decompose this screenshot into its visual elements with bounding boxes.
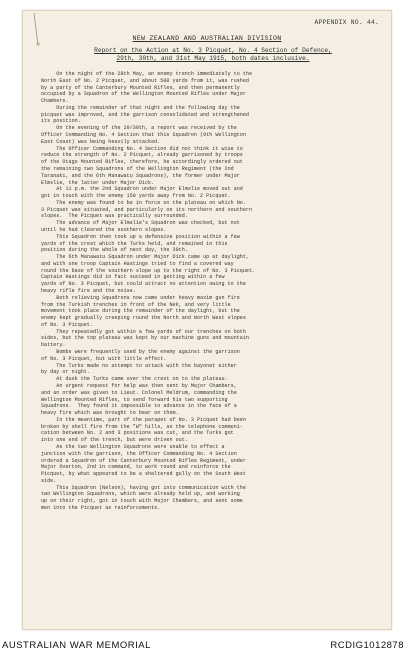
report-line: During the remainder of that night and the following day the bbox=[41, 104, 240, 111]
report-line: until he had cleared the southern slopes. bbox=[41, 226, 167, 233]
report-line: North East of No. 2 Picquet, and about 500 yards from it, was rushed bbox=[41, 77, 249, 84]
report-line: enemy kept gradually creeping round the North and North West slopes bbox=[41, 315, 246, 322]
report-line: Picquet, by what appeared to be a sheltered gully on the South West bbox=[41, 471, 246, 478]
report-line: heavy rifle fire and the noise. bbox=[41, 288, 136, 294]
report-line: 3 Picquet was situated, and particularly on its northern and southern bbox=[41, 206, 253, 213]
report-line: of the Otago Mounted Rifles, therefore, he accordingly ordered out bbox=[41, 159, 243, 166]
report-line: Chambers. bbox=[41, 98, 69, 105]
report-line: On the night of the 28th May, an enemy trench immediately to the bbox=[41, 71, 253, 77]
report-body bbox=[41, 71, 381, 623]
report-line: At dusk the Turks came over the crest on to the plateau. bbox=[41, 376, 228, 383]
report-line: the remaining two Squadrons of the Wellington Regiment (the 2nd bbox=[41, 165, 234, 172]
report-line: Squadrons. They found it impossible to advance in the face of a bbox=[41, 403, 237, 410]
report-line: Wellington Mounted Rifles, to send forward his two supporting bbox=[41, 396, 228, 403]
footer bbox=[0, 638, 408, 654]
report-line: and with one troop Captain Hastings tried to find a covered way bbox=[41, 260, 234, 267]
report-line: Captain Hastings did in fact succeed in getting within a few bbox=[41, 274, 225, 281]
report-line: yards of No. 3 Picquet, but could attract no attention owing to the bbox=[41, 281, 246, 288]
appendix-number: APPENDIX NO. 44. bbox=[314, 19, 379, 26]
report-line: At 11 p.m. the 2nd Squadron under Major Elmslie moved out and bbox=[41, 186, 243, 193]
report-line: its position. bbox=[41, 118, 81, 125]
report-line: Bombs were frequently used by the enemy against the garrison bbox=[41, 349, 240, 356]
subtitle-line-2: 29th, 30th, and 31st May 1915, both dates inclusive. bbox=[116, 55, 310, 62]
report-line: got in touch with the enemy 150 yards away from No. 2 Picquet. bbox=[41, 193, 231, 200]
report-line: Officer Commanding No. 4 Section that this Squadron (9th Wellington bbox=[41, 132, 246, 139]
report-line: of No. 3 Picquet. bbox=[41, 321, 93, 328]
report-line: side. bbox=[41, 477, 57, 484]
report-line: East Coast) was being heavily attacked. bbox=[41, 138, 161, 145]
report-line: reduce the strength of No. 2 Picquet, already garrisoned by troops bbox=[41, 152, 243, 159]
report-line: heavy fire which was brought to bear on them. bbox=[41, 410, 179, 417]
report-line: An urgent request for help was then sent by Major Chambers, bbox=[41, 382, 237, 389]
report-line: This Squadron (Nelson), having got into communication with the bbox=[41, 484, 246, 491]
report-line: Elmslie, the latter under Major Dick. bbox=[41, 179, 155, 186]
report-line: ordered a Squadron of the Canterbury Mounted Rifles Regiment, under bbox=[41, 457, 246, 464]
report-line: movement took place during the remainder of the daylight, but the bbox=[41, 308, 240, 315]
report-line: picquet was improved, and the garrison consolidated and strengthened bbox=[41, 111, 249, 118]
report-line: battery. bbox=[41, 342, 66, 349]
report-line: by day or night. bbox=[41, 369, 90, 376]
report-line: cation between No. 2 and 3 positions was cut, and the Turks got bbox=[41, 430, 234, 437]
report-line: yards of the crest which the Turks held, and remained in this bbox=[41, 240, 228, 247]
footer-credit: AUSTRALIAN WAR MEMORIAL bbox=[2, 640, 151, 651]
report-line: junction with the garrison, the Officer Commanding No. 4 Section bbox=[41, 450, 237, 457]
report-line: The advance of Major Elmslie's Squadron was checked, but not bbox=[41, 220, 240, 227]
report-line: up on their right, got in touch with Major Chambers, and sent some bbox=[41, 498, 243, 505]
report-line: This Squadron then took up a defensive position within a few bbox=[41, 233, 240, 240]
report-line: from the Turkish trenches in front of the Nek, and very little bbox=[41, 301, 231, 308]
report-line: The enemy was found to be in force on the plateau on which No. bbox=[41, 199, 246, 206]
report-line: The Officer Commanding No. 4 Section did not think it wise to bbox=[41, 145, 243, 152]
report-line: occupied by a Squadron of the Wellington Mounted Rifles under Major bbox=[41, 91, 246, 98]
subtitle-line-1: Report on the Action at No. 3 Picquet, No. 4 Section of Defence, bbox=[94, 47, 332, 54]
report-line: sides, but the top plateau was kept by our machine guns and mountain bbox=[41, 335, 249, 342]
report-line: On the evening of the 29/30th, a report was received by the bbox=[41, 125, 237, 132]
report-line: by a party of the Canterbury Mounted Rifles, and then permanently bbox=[41, 84, 240, 91]
report-line: The 6th Manawatu Squadron under Major Dick came up at daylight, bbox=[41, 254, 249, 261]
report-line: of No. 3 Picquet, but with little effect. bbox=[41, 355, 167, 362]
report-line: into one end of the trench, but were driven out. bbox=[41, 437, 188, 444]
report-line: They repeatedly got within a few yards of our trenches on both bbox=[41, 328, 246, 335]
report-line: In the meantime, part of the parapet of No. 3 Picquet had been bbox=[41, 416, 246, 423]
report-line: Major Overton, 2nd in command, to work round and reinforce the bbox=[41, 464, 231, 471]
report-line: slopes. The Picquet was practically surrounded. bbox=[41, 213, 188, 220]
report-line: Taranaki, and the 6th Manawatu Squadrons), the former under Major bbox=[41, 172, 240, 179]
report-line: As the two Wellington Squadrons were unable to effect a bbox=[41, 443, 225, 450]
report-line: Both relieving Squadrons now came under heavy maxim gun fire bbox=[41, 294, 240, 301]
report-line: round the base of the southern slope up to the right of No. 3 Picquet. bbox=[41, 267, 256, 274]
report-line: men into the Picquet as reinforcements. bbox=[41, 505, 161, 511]
report-line: and an order was given to Lieut. Colonel Meldrum, commanding the bbox=[41, 389, 237, 396]
report-line: broken by shell fire from the "W" hills, as the telephone communi- bbox=[41, 423, 243, 430]
document-page bbox=[22, 10, 392, 630]
report-line: position during the whole of next day, the 30th. bbox=[41, 247, 188, 254]
report-line: The Turks made no attempt to attack with the bayonet either bbox=[41, 362, 237, 369]
document-title: NEW ZEALAND AND AUSTRALIAN DIVISION bbox=[132, 35, 282, 42]
document-subtitle bbox=[53, 47, 373, 63]
report-line: two Wellington Squadrons, which were already held up, and working bbox=[41, 491, 240, 498]
footer-record-id: RCDIG1012878 bbox=[330, 640, 404, 651]
